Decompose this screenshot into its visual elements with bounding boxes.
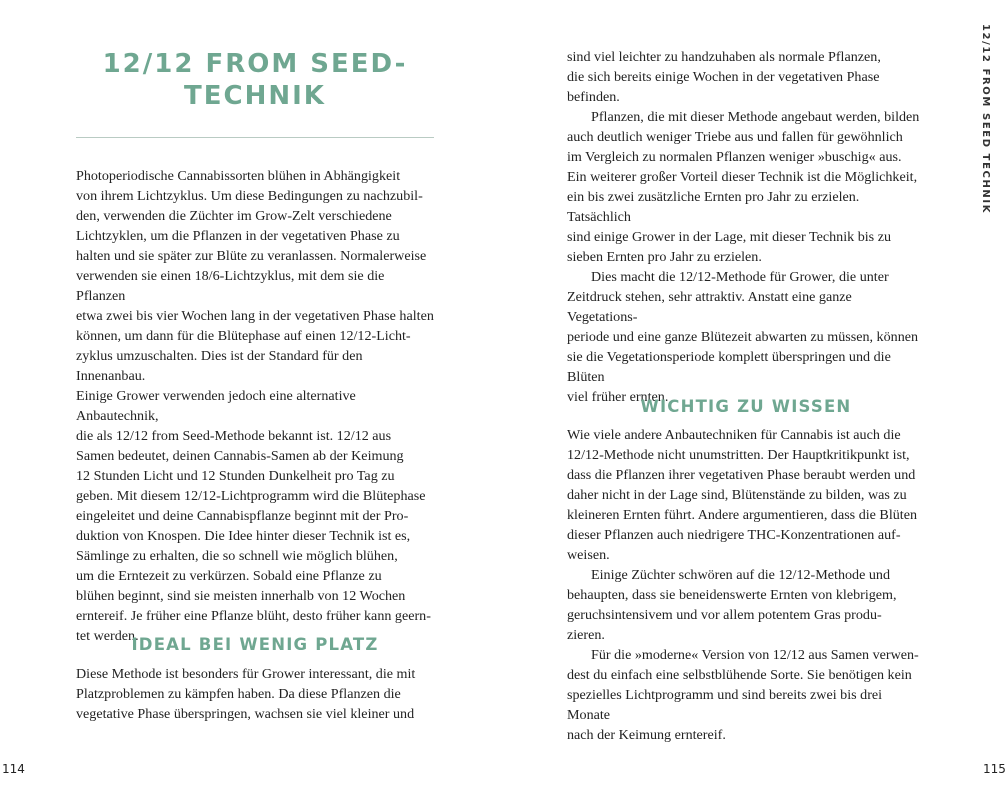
section-paragraph-ideal (76, 664, 434, 724)
text-line: um die Erntezeit zu verkürzen. Sobald eine Pflanze zu (76, 568, 382, 584)
text-line: viel früher ernten. (567, 389, 669, 405)
text-line: kleineren Ernten führt. Andere argumentieren, dass die Blüten (567, 507, 918, 523)
text-line: tet werden. (76, 628, 139, 644)
paragraph (76, 166, 434, 646)
paragraph (567, 565, 925, 645)
text-line: dass die Pflanzen ihrer vegetativen Phase beraubt werden und (567, 467, 916, 483)
text-line: die sich bereits einige Wochen in der vegetativen Phase (567, 69, 880, 85)
paragraph (567, 645, 925, 745)
text-line: zieren. (567, 627, 605, 643)
text-line: dest du einfach eine selbstblühende Sorte. Sie benötigen kein (567, 667, 912, 683)
text-line: ein bis zwei zusätzliche Ernten pro Jahr zu erzielen. Tatsächlich (567, 189, 860, 225)
text-line: Zeitdruck stehen, sehr attraktiv. Anstatt eine ganze Vegetations- (567, 289, 852, 325)
text-line: Wie viele andere Anbautechniken für Cannabis ist auch die (567, 427, 901, 443)
text-line: eingeleitet und deine Cannabispflanze beginnt mit der Pro- (76, 508, 409, 524)
chapter-title-line: 12/12 FROM SEED- (102, 49, 408, 79)
section-heading-ideal: IDEAL BEI WENIG PLATZ (131, 635, 379, 654)
text-line: Photoperiodische Cannabissorten blühen in Abhängigkeit (76, 168, 401, 184)
title-divider (76, 137, 434, 138)
text-line: sie die Vegetationsperiode komplett überspringen und die Blüten (567, 349, 891, 385)
text-line: Für die »moderne« Version von 12/12 aus Samen verwen- (591, 647, 919, 663)
text-line: Dies macht die 12/12-Methode für Grower, die unter (591, 269, 889, 285)
text-line: Pflanzen, die mit dieser Methode angebaut werden, bilden (591, 109, 920, 125)
text-line: behaupten, dass sie beneidenswerte Ernten von klebrigem, (567, 587, 897, 603)
text-line: spezielles Lichtprogramm und sind bereits zwei bis drei Monate (567, 687, 883, 723)
text-line: sieben Ernten pro Jahr zu erzielen. (567, 249, 762, 265)
text-line: Diese Methode ist besonders für Grower interessant, die mit (76, 666, 416, 682)
page-number-right: 115 (983, 762, 1006, 776)
text-line: können, um dann für die Blütephase auf einen 12/12-Licht- (76, 328, 411, 344)
page-number-left: 114 (2, 762, 25, 776)
text-line: befinden. (567, 89, 620, 105)
text-line: vegetative Phase überspringen, wachsen sie viel kleiner und (76, 706, 415, 722)
text-line: daher nicht in der Lage sind, Blütenstände zu bilden, was zu (567, 487, 907, 503)
text-line: geruchsintensivem und vor allem potentem Gras produ- (567, 607, 882, 623)
text-line: dieser Pflanzen auch niedrigere THC-Konzentrationen auf- (567, 527, 901, 543)
text-line: 12 Stunden Licht und 12 Stunden Dunkelheit pro Tag zu (76, 468, 395, 484)
chapter-title-line: TECHNIK (184, 81, 326, 111)
text-line: duktion von Knospen. Die Idee hinter dieser Technik ist es, (76, 528, 411, 544)
text-line: auch deutlich weniger Triebe aus und fallen für gewöhnlich (567, 129, 903, 145)
running-head: 12/12 FROM SEED TECHNIK (980, 24, 991, 215)
text-line: im Vergleich zu normalen Pflanzen weniger »buschig« aus. (567, 149, 902, 165)
paragraph (567, 267, 925, 407)
text-line: den, verwenden die Züchter im Grow-Zelt verschiedene (76, 208, 392, 224)
paragraph (76, 664, 434, 724)
section-text-wichtig (567, 425, 925, 745)
intro-paragraph (76, 166, 434, 646)
text-line: sind viel leichter zu handzuhaben als normale Pflanzen, (567, 49, 881, 65)
text-line: Ein weiterer großer Vorteil dieser Technik ist die Möglichkeit, (567, 169, 918, 185)
paragraph (567, 47, 925, 107)
text-line: verwenden sie einen 18/6-Lichtzyklus, mit dem sie die Pflanzen (76, 268, 385, 304)
text-line: zyklus umzuschalten. Dies ist der Standard für den Innenanbau. (76, 348, 363, 384)
text-line: 12/12-Methode nicht unumstritten. Der Hauptkritikpunkt ist, (567, 447, 910, 463)
left-page (0, 0, 500, 800)
text-line: sind einige Grower in der Lage, mit dieser Technik bis zu (567, 229, 891, 245)
text-line: geben. Mit diesem 12/12-Lichtprogramm wird die Blütephase (76, 488, 426, 504)
text-line: von ihrem Lichtzyklus. Um diese Bedingungen zu nachzubil- (76, 188, 423, 204)
chapter-title (76, 48, 434, 112)
paragraph (567, 107, 925, 267)
paragraph (567, 425, 925, 565)
text-line: periode und eine ganze Blütezeit abwarten zu müssen, können (567, 329, 919, 345)
text-line: blühen beginnt, sind sie meisten innerhalb von 12 Wochen (76, 588, 406, 604)
right-page (500, 0, 1006, 800)
text-line: halten und sie später zur Blüte zu veranlassen. Normalerweise (76, 248, 427, 264)
section-heading-wichtig: WICHTIG ZU WISSEN (640, 397, 852, 416)
continuation-text (567, 47, 925, 407)
text-line: Lichtzyklen, um die Pflanzen in der vegetativen Phase zu (76, 228, 400, 244)
text-line: die als 12/12 from Seed-Methode bekannt ist. 12/12 aus (76, 428, 392, 444)
text-line: Platzproblemen zu kämpfen haben. Da diese Pflanzen die (76, 686, 401, 702)
text-line: erntereif. Je früher eine Pflanze blüht, desto früher kann geern- (76, 608, 431, 624)
text-line: Einige Züchter schwören auf die 12/12-Methode und (591, 567, 891, 583)
text-line: Einige Grower verwenden jedoch eine alternative Anbautechnik, (76, 388, 356, 424)
text-line: nach der Keimung erntereif. (567, 727, 726, 743)
text-line: Sämlinge zu erhalten, die so schnell wie möglich blühen, (76, 548, 398, 564)
text-line: weisen. (567, 547, 610, 563)
text-line: Samen bedeutet, deinen Cannabis-Samen ab der Keimung (76, 448, 404, 464)
text-line: etwa zwei bis vier Wochen lang in der vegetativen Phase halten (76, 308, 434, 324)
